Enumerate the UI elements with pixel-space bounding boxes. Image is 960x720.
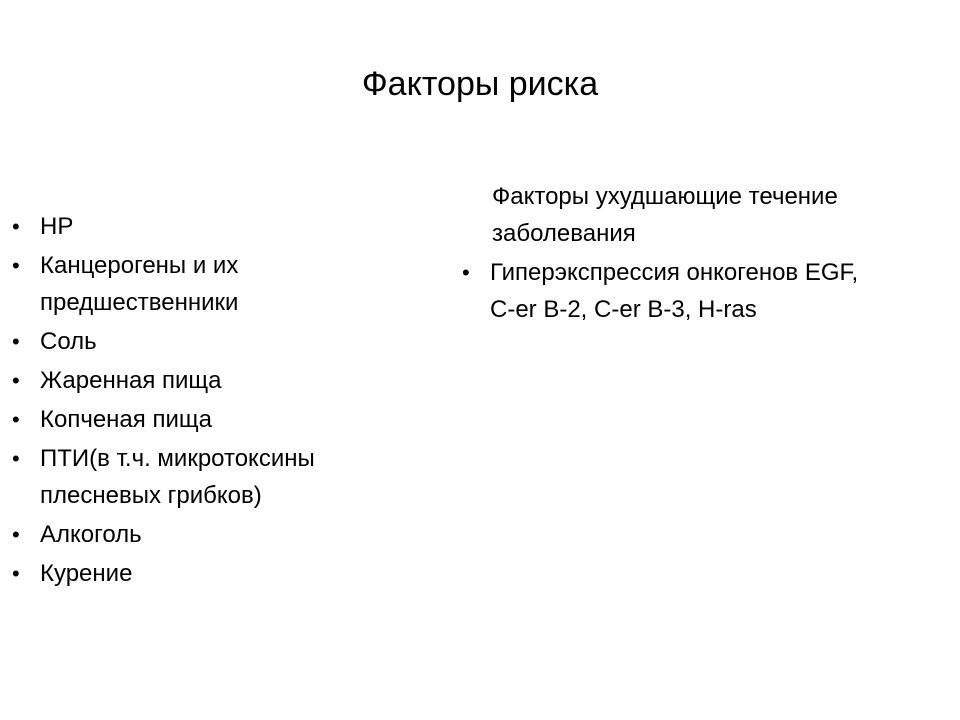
bullet-icon: • [12,561,20,586]
list-item [12,362,432,399]
list-item-label: Копченая пища [40,406,212,433]
list-item-label: Гиперэкспрессия онкогенов EGF, C-er B-2, C-er B-3, H-ras [490,259,859,323]
aggravating-factors-column [462,178,942,330]
list-item [12,401,432,438]
bullet-icon: • [12,253,20,278]
risk-factors-list [12,208,432,594]
list-item-label: Алкоголь [40,521,142,548]
bullet-icon: • [12,522,20,547]
aggravating-factors-list [462,254,942,328]
bullet-icon: • [12,446,20,471]
slide-title: Факторы риска [361,65,599,103]
list-item [12,555,432,592]
bullet-icon: • [12,214,20,239]
bullet-icon: • [462,260,470,285]
list-item-label: Курение [40,560,133,587]
list-item [12,516,432,553]
list-item [12,323,432,360]
list-item-label: НР [40,213,74,240]
aggravating-factors-heading: Факторы ухудшающие течение заболевания [492,183,838,247]
bullet-icon: • [12,368,20,393]
list-item [462,254,942,328]
bullet-icon: • [12,407,20,432]
bullet-icon: • [12,329,20,354]
list-item-label: Канцерогены и их предшественники [40,252,239,316]
list-item [12,247,432,321]
list-item-label: Жаренная пища [40,367,222,394]
list-item [12,440,432,514]
list-item-label: ПТИ(в т.ч. микротоксины плесневых грибков) [40,445,315,509]
list-item-label: Соль [40,328,97,355]
list-item [12,208,432,245]
